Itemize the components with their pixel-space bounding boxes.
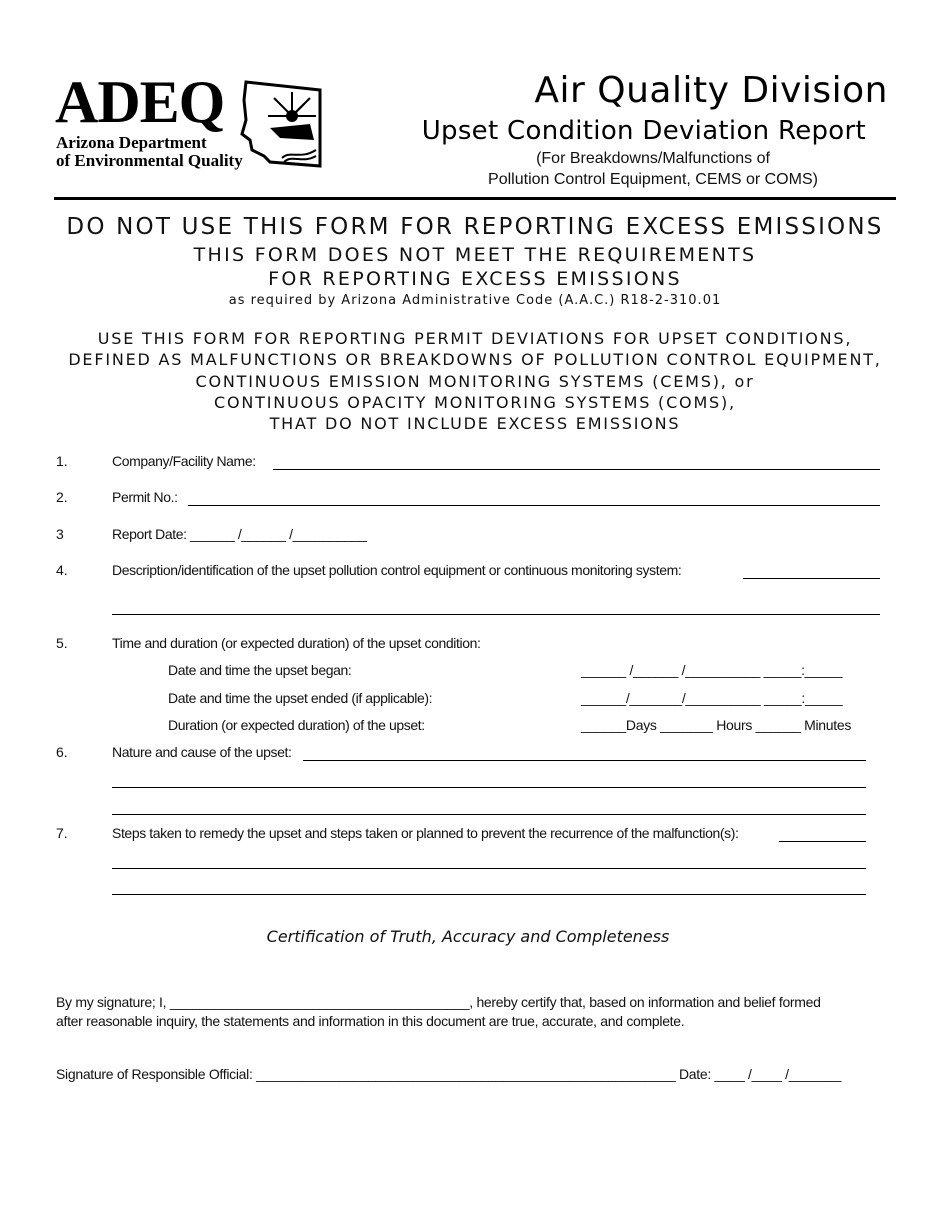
upset-ended-field[interactable]: ______/_______/__________ _____:_____ (581, 690, 843, 706)
report-subtitle-1: (For Breakdowns/Malfunctions of (536, 150, 770, 167)
remedy-steps-field[interactable] (779, 841, 866, 842)
item-number: 3 (56, 526, 64, 542)
certification-statement-1[interactable]: By my signature; I, ________________________________________, hereby certify that, based on information and belief formed (56, 994, 821, 1010)
usage-line-4: CONTINUOUS OPACITY MONITORING SYSTEMS (COMS), (214, 393, 736, 412)
upset-cause-label: Nature and cause of the upset: (112, 744, 292, 760)
equipment-description-field-2[interactable] (112, 614, 880, 615)
equipment-description-label: Description/identification of the upset pollution control equipment or continuous monitoring system: (112, 562, 682, 578)
signature-line[interactable]: Signature of Responsible Official: ________________________________________________________ Date: ____ /____ /_______ (56, 1066, 842, 1082)
logo-line-2: of Environmental Quality (56, 151, 243, 170)
upset-time-label: Time and duration (or expected duration) of the upset condition: (112, 635, 481, 651)
upset-began-label: Date and time the upset began: (168, 662, 352, 678)
certification-statement-2: after reasonable inquiry, the statements and information in this document are true, accurate, and complete. (56, 1013, 685, 1029)
arizona-sun-logo-icon (240, 80, 324, 168)
equipment-description-field[interactable] (743, 578, 880, 579)
company-name-label: Company/Facility Name: (112, 453, 256, 469)
upset-cause-field[interactable] (303, 760, 866, 761)
header-divider (54, 197, 896, 200)
usage-line-3: CONTINUOUS EMISSION MONITORING SYSTEMS (CEMS), or (195, 372, 755, 391)
report-subtitle-2: Pollution Control Equipment, CEMS or COMS) (488, 171, 818, 188)
certification-title: Certification of Truth, Accuracy and Completeness (266, 927, 670, 946)
warning-line-4: as required by Arizona Administrative Code (A.A.C.) R18-2-310.01 (228, 293, 722, 308)
company-name-field[interactable] (273, 469, 880, 470)
report-date-field[interactable]: Report Date: ______ /______ /__________ (112, 526, 367, 542)
upset-cause-field-3[interactable] (112, 814, 866, 815)
logo-acronym: ADEQ (55, 69, 225, 135)
usage-line-2: DEFINED AS MALFUNCTIONS OR BREAKDOWNS OF POLLUTION CONTROL EQUIPMENT, (68, 350, 882, 369)
remedy-steps-field-2[interactable] (112, 868, 866, 869)
item-number: 2. (56, 489, 68, 505)
item-number: 1. (56, 453, 68, 469)
logo-line-1: Arizona Department (56, 133, 207, 152)
upset-duration-label: Duration (or expected duration) of the upset: (168, 717, 425, 733)
remedy-steps-label: Steps taken to remedy the upset and steps taken or planned to prevent the recurrence of the malfunction(s): (112, 825, 739, 841)
upset-began-field[interactable]: ______ /______ /__________ _____:_____ (581, 662, 843, 678)
item-number: 6. (56, 744, 68, 760)
remedy-steps-field-3[interactable] (112, 894, 866, 895)
item-number: 4. (56, 562, 68, 578)
report-title: Upset Condition Deviation Report (421, 116, 866, 146)
permit-no-label: Permit No.: (112, 489, 178, 505)
upset-cause-field-2[interactable] (112, 787, 866, 788)
upset-duration-field[interactable]: ______Days _______ Hours ______ Minutes (581, 717, 852, 733)
warning-line-2: THIS FORM DOES NOT MEET THE REQUIREMENTS (193, 244, 757, 266)
warning-line-3: FOR REPORTING EXCESS EMISSIONS (268, 268, 682, 290)
warning-line-1: DO NOT USE THIS FORM FOR REPORTING EXCESS EMISSIONS (66, 214, 884, 240)
division-title: Air Quality Division (534, 70, 888, 111)
upset-ended-label: Date and time the upset ended (if applicable): (168, 690, 433, 706)
usage-line-5: THAT DO NOT INCLUDE EXCESS EMISSIONS (269, 414, 681, 433)
item-number: 5. (56, 635, 68, 651)
permit-no-field[interactable] (188, 505, 880, 506)
usage-line-1: USE THIS FORM FOR REPORTING PERMIT DEVIATIONS FOR UPSET CONDITIONS, (97, 329, 853, 348)
item-number: 7. (56, 825, 68, 841)
